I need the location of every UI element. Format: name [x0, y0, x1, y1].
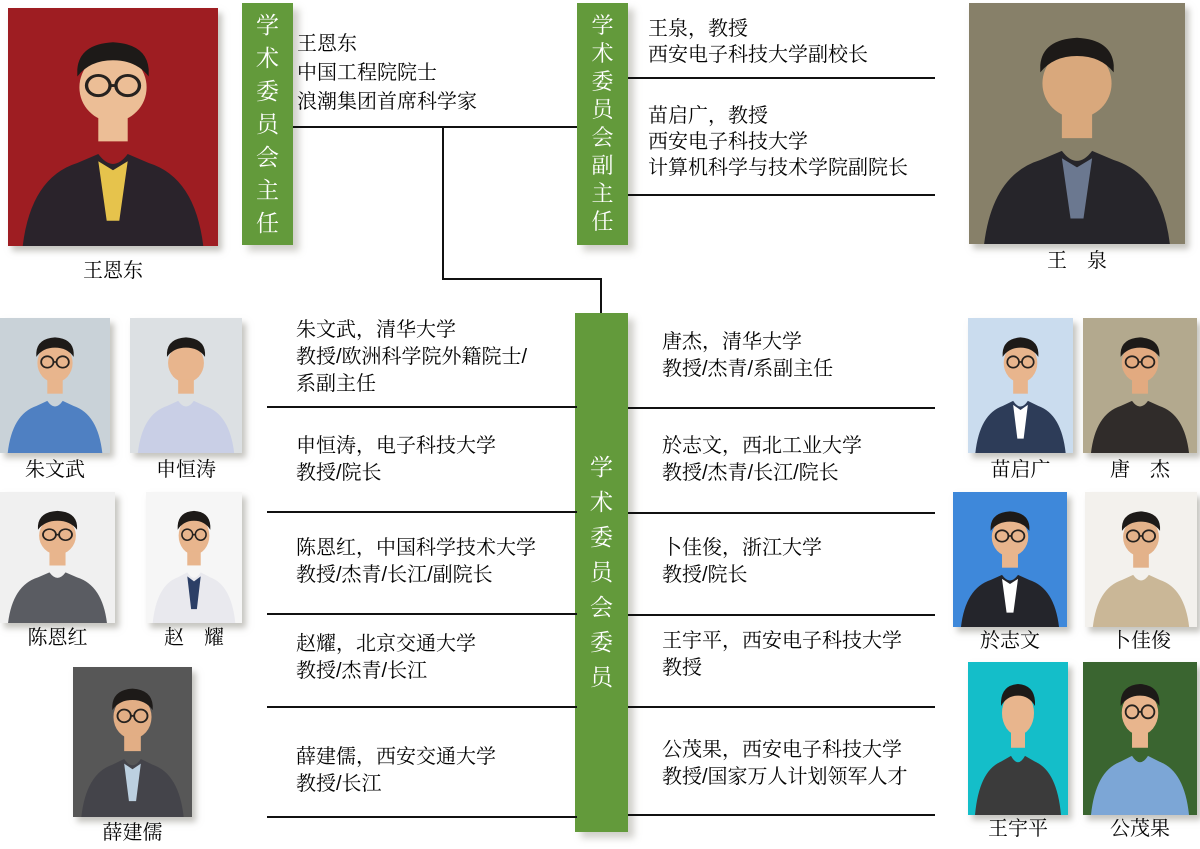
- caption-yu-zhiwen: 於志文: [980, 630, 1040, 652]
- caption-chen-enhong: 陈恩红: [27, 627, 88, 649]
- connector-elbow-line: [442, 278, 602, 280]
- divider-right-2: [628, 512, 935, 514]
- bar-label-char: 员: [591, 97, 614, 122]
- info-line: 苗启广，教授: [648, 105, 768, 127]
- divider-right-4: [628, 706, 935, 708]
- bar-label-char: 主: [256, 176, 279, 203]
- vice-entry-wang-quan: [648, 16, 868, 68]
- bar-label-char: 任: [591, 209, 614, 234]
- vice-entry-miao-qiguang: [648, 103, 908, 181]
- member-entry-gong-maoguo: [662, 737, 908, 791]
- member-entry-yu-zhiwen: [662, 433, 862, 487]
- bar-label-char: 学: [590, 454, 613, 480]
- info-line: 浪潮集团首席科学家: [297, 91, 477, 113]
- info-line: 公茂果，西安电子科技大学: [662, 739, 902, 761]
- photo-wang-quan: [969, 3, 1185, 244]
- bar-label-char: 会: [590, 594, 613, 620]
- member-entry-wang-yuping: [662, 628, 902, 682]
- bar-label-char: 学: [591, 13, 614, 38]
- bar-label-char: 术: [591, 41, 614, 66]
- info-line: 系副主任: [296, 373, 376, 395]
- bar-label-char: 委: [590, 629, 613, 655]
- divider-right-3: [628, 614, 935, 616]
- caption-zhao-yao: 赵 耀: [164, 627, 224, 649]
- bar-label-char: 术: [256, 44, 279, 71]
- info-line: 王宇平，西安电子科技大学: [662, 630, 902, 652]
- photo-zhao-yao: [146, 492, 242, 623]
- chair-info: [297, 30, 477, 117]
- divider-left-2: [267, 511, 577, 513]
- member-entry-tang-jie: [662, 329, 833, 383]
- caption-bu-jiajun: 卜佳俊: [1111, 630, 1171, 652]
- connector-drop-line: [442, 126, 444, 280]
- photo-shen-hengtao: [130, 318, 242, 453]
- info-line: 王泉，教授: [648, 18, 748, 40]
- connector-chair-to-vice: [293, 126, 577, 128]
- photo-gong-maoguo: [1083, 662, 1197, 815]
- bar-label-char: 员: [256, 110, 279, 137]
- divider-vice-2: [628, 194, 935, 196]
- bar-label-char: 任: [256, 209, 279, 236]
- info-line: 卜佳俊，浙江大学: [662, 537, 822, 559]
- bar-label-char: 员: [590, 664, 613, 690]
- connector-to-members-bar: [600, 278, 602, 315]
- caption-tang-jie: 唐 杰: [1110, 459, 1170, 481]
- info-line: 陈恩红，中国科学技术大学: [296, 537, 536, 559]
- caption-miao-qiguang: 苗启广: [990, 459, 1051, 481]
- divider-right-1: [628, 407, 935, 409]
- photo-wang-endong: [8, 8, 218, 246]
- info-line: 教授: [662, 657, 702, 679]
- info-line: 教授/杰青/系副主任: [662, 358, 834, 380]
- bar-label-char: 会: [591, 125, 614, 150]
- bar-label-char: 副: [591, 153, 614, 178]
- bar-committee-members: [575, 313, 628, 832]
- divider-left-3: [267, 613, 577, 615]
- divider-vice-1: [628, 77, 935, 79]
- info-line: 教授/院长: [662, 564, 748, 586]
- divider-left-1: [267, 406, 577, 408]
- photo-yu-zhiwen: [953, 492, 1067, 627]
- divider-left-4: [267, 706, 577, 708]
- photo-wang-yuping: [968, 662, 1068, 815]
- info-line: 於志文，西北工业大学: [662, 435, 862, 457]
- info-line: 薛建儒，西安交通大学: [296, 746, 496, 768]
- caption-xue-jianru: 薛建儒: [102, 822, 163, 844]
- info-line: 教授/杰青/长江/副院长: [296, 564, 493, 586]
- bar-label-char: 会: [256, 143, 279, 170]
- caption-wang-yuping: 王宇平: [988, 818, 1048, 840]
- info-line: 申恒涛，电子科技大学: [296, 435, 496, 457]
- caption-zhu-wenwu: 朱文武: [25, 459, 85, 481]
- divider-left-5: [267, 816, 577, 818]
- info-line: 教授/长江: [296, 773, 382, 795]
- info-line: 中国工程院院士: [297, 62, 437, 84]
- info-line: 朱文武，清华大学: [296, 319, 456, 341]
- info-line: 西安电子科技大学: [648, 131, 808, 153]
- photo-miao-qiguang: [968, 318, 1073, 453]
- bar-committee-chair: [242, 3, 293, 245]
- divider-right-5: [628, 814, 935, 816]
- photo-chen-enhong: [0, 492, 115, 623]
- bar-label-char: 主: [591, 181, 614, 206]
- bar-label-char: 委: [591, 69, 614, 94]
- info-line: 教授/杰青/长江/院长: [662, 462, 839, 484]
- caption-gong-maoguo: 公茂果: [1110, 818, 1170, 840]
- info-line: 教授/国家万人计划领军人才: [662, 766, 908, 788]
- caption-wang-endong: 王恩东: [83, 260, 143, 282]
- member-entry-shen-hengtao: [296, 433, 496, 487]
- bar-label-char: 学: [256, 11, 279, 38]
- bar-label-char: 员: [590, 559, 613, 585]
- bar-label-char: 委: [590, 524, 613, 550]
- info-line: 西安电子科技大学副校长: [648, 44, 868, 66]
- photo-xue-jianru: [73, 667, 192, 817]
- info-line: 教授/院长: [296, 462, 382, 484]
- bar-committee-vice-chair: [577, 3, 628, 245]
- bar-label-char: 委: [256, 77, 279, 104]
- bar-label-char: 术: [590, 489, 613, 515]
- member-entry-zhao-yao: [296, 631, 476, 685]
- info-line: 教授/欧洲科学院外籍院士/: [296, 346, 528, 368]
- member-entry-chen-enhong: [296, 535, 536, 589]
- info-line: 教授/杰青/长江: [296, 660, 428, 682]
- info-line: 唐杰，清华大学: [662, 331, 802, 353]
- photo-bu-jiajun: [1085, 492, 1197, 627]
- info-line: 计算机科学与技术学院副院长: [648, 157, 908, 179]
- photo-tang-jie: [1083, 318, 1197, 453]
- member-entry-zhu-wenwu: [296, 317, 527, 398]
- info-line: 赵耀，北京交通大学: [296, 633, 476, 655]
- info-line: 王恩东: [297, 33, 357, 55]
- caption-shen-hengtao: 申恒涛: [156, 459, 216, 481]
- member-entry-xue-jianru: [296, 744, 496, 798]
- member-entry-bu-jiajun: [662, 535, 822, 589]
- caption-wang-quan: 王 泉: [1047, 250, 1107, 272]
- photo-zhu-wenwu: [0, 318, 110, 453]
